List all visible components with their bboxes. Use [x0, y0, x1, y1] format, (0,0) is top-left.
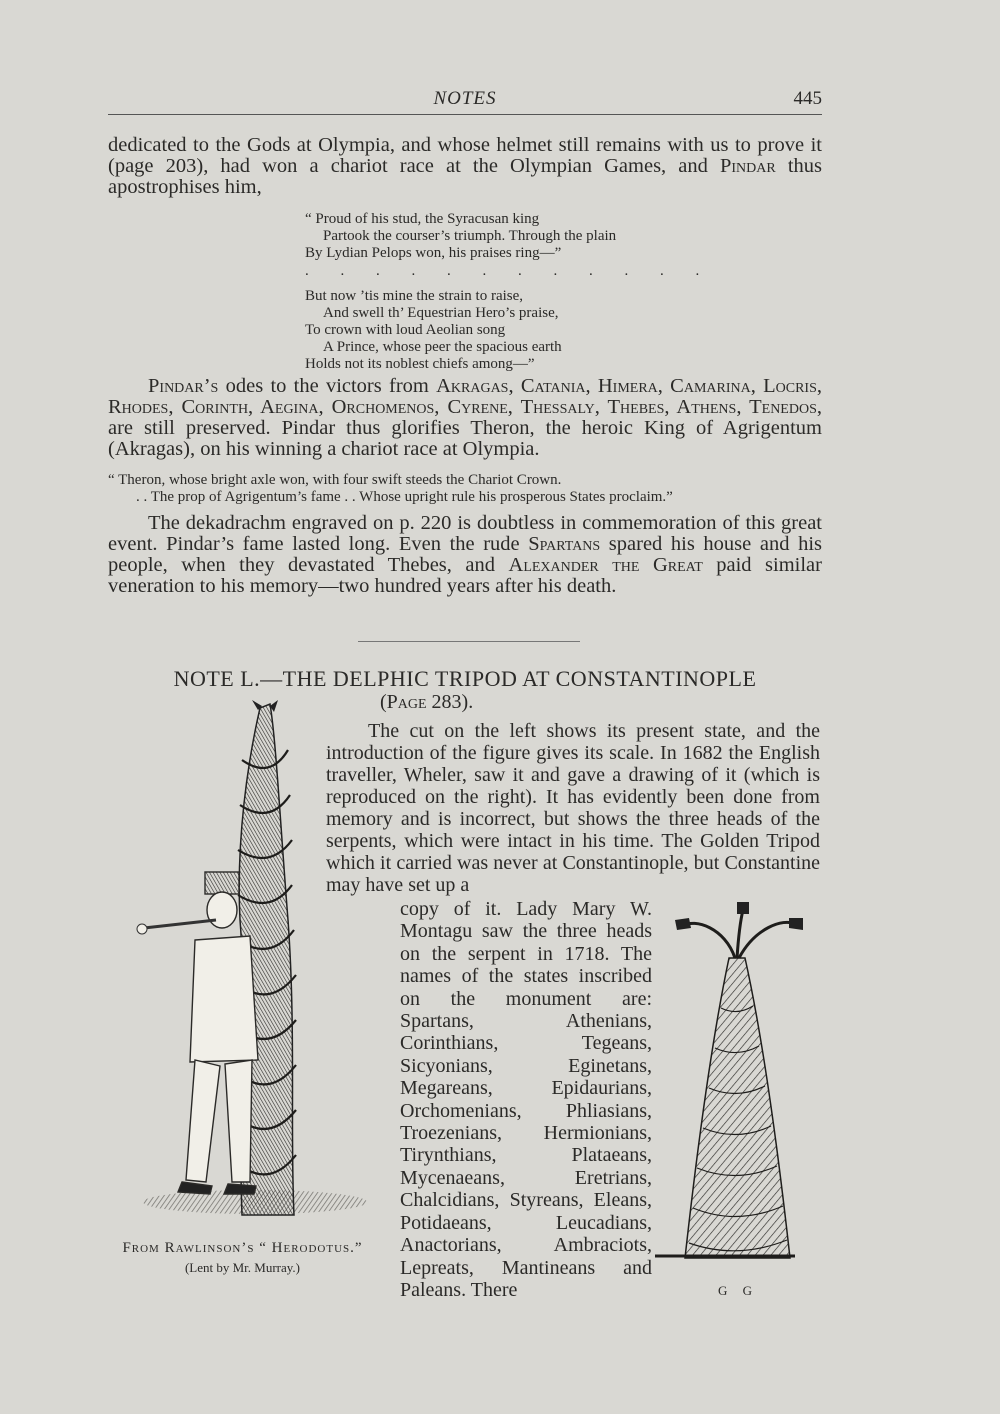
para1-text-a: dedicated to the Gods at Olympia, and whose helmet still remains with us to prove it (page 203), had won a chariot race at the Olympian Games, and	[108, 134, 822, 177]
verse1-line: “ Proud of his stud, the Syracusan king	[305, 211, 540, 227]
verse-quote-1	[305, 211, 705, 262]
running-head-title: NOTES	[433, 88, 497, 109]
para3-text-c: paid similar veneration to his memory—two hundred years after his death.	[108, 554, 822, 597]
note-paragraph-right: The cut on the left shows its present state, and the introduction of the figure gives its scale. In 1682 the English traveller, Wheler, saw it and gave a drawing of it (which is reproduced on the right). It has evidently been done from memory and is incorrect, but shows the three heads of the serpents, which were intact in his time. The Golden Tripod which it carried was never at Constantinople, but Constantine may have set up a	[326, 720, 820, 896]
paragraph-dekadrachm	[108, 513, 822, 597]
para3-alexander: Alexander the Great	[508, 554, 703, 576]
verse-ellipsis: . . . . . . . . . . . .	[305, 263, 714, 279]
section-divider	[358, 641, 580, 642]
verse2-line: A Prince, whose peer the spacious earth	[323, 339, 562, 355]
verse1-line: Partook the courser’s triumph. Through the plain	[323, 228, 617, 244]
para2-places: Akragas, Catania, Himera, Camarina, Locris, Rhodes, Corinth, Aegina, Orchomenos, Cyrene, Thessaly, Thebes, Athens, Tenedos,	[108, 375, 822, 418]
para1-text-b: thus apostrophises him,	[108, 155, 822, 198]
note-subheading: (Page 283).	[380, 691, 474, 713]
page-number: 445	[793, 88, 822, 109]
tripod-drawing-illustration	[655, 898, 815, 1273]
verse1-line: By Lydian Pelops won, his praises ring—”	[305, 245, 562, 261]
verse2-line: To crown with loud Aeolian song	[305, 322, 506, 338]
verse2-line: But now ’tis mine the strain to raise,	[305, 288, 524, 304]
serpent-column-illustration	[120, 700, 370, 1235]
note-column-right	[326, 720, 820, 896]
note-column-middle: copy of it. Lady Mary W. Montagu saw the three heads on the serpent in 1718. The names of the states inscribed on the monument are: Spartans, Athenians, Corinthians, Tegeans, Sicyonians, Eginetans, Megareans, Epidaurians, Orchomenians, Phliasians, Troezenians, Hermionians, Tirynthians, Plataeans, Mycenaeans, Eretrians, Chalcidians, Styreans, Eleans, Potidaeans, Leucadians, Anactorians, Ambraciots, Lepreats, Mantineans and Paleans. There	[400, 898, 652, 1301]
theron-quote-line: “ Theron, whose bright axle won, with four swift steeds the Chariot Crown.	[108, 472, 562, 488]
para3-spartans: Spartans	[528, 533, 601, 555]
verse-quote-2	[305, 288, 705, 373]
printer-signature: G G	[718, 1283, 759, 1298]
para3-text-b: spared his house and his people, when they devastated Thebes, and	[108, 533, 822, 576]
theron-quote	[108, 472, 822, 506]
caption-credit: (Lent by Mr. Murray.)	[184, 1260, 301, 1275]
paragraph-odes	[108, 376, 822, 460]
verse2-line: And swell th’ Equestrian Hero’s praise,	[323, 305, 559, 321]
verse2-line: Holds not its noblest chiefs among—”	[305, 356, 535, 372]
para1-pindar: Pindar	[719, 155, 776, 177]
figure-caption	[100, 1238, 385, 1278]
para2-text-a: odes to the victors from	[218, 375, 437, 397]
caption-source: From Rawlinson’s “ Herodotus.”	[122, 1240, 363, 1256]
note-heading: NOTE L.—THE DELPHIC TRIPOD AT CONSTANTINOPLE	[173, 666, 757, 691]
theron-quote-line: . . The prop of Agrigentum’s fame . . Whose upright rule his prosperous States proclaim.”	[136, 489, 673, 505]
para2-pindars: Pindar’s	[148, 375, 219, 397]
running-head	[108, 88, 822, 115]
para3-text-a: The dekadrachm engraved on p. 220 is doubtless in commemoration of this great event. Pindar’s fame lasted long. Even the rude	[108, 512, 822, 555]
paragraph-olympia	[108, 135, 822, 198]
para2-text-b: are still preserved. Pindar thus glorifies Theron, the heroic King of Agrigentum (Akragas), on his winning a chariot race at Olympia.	[108, 417, 822, 460]
